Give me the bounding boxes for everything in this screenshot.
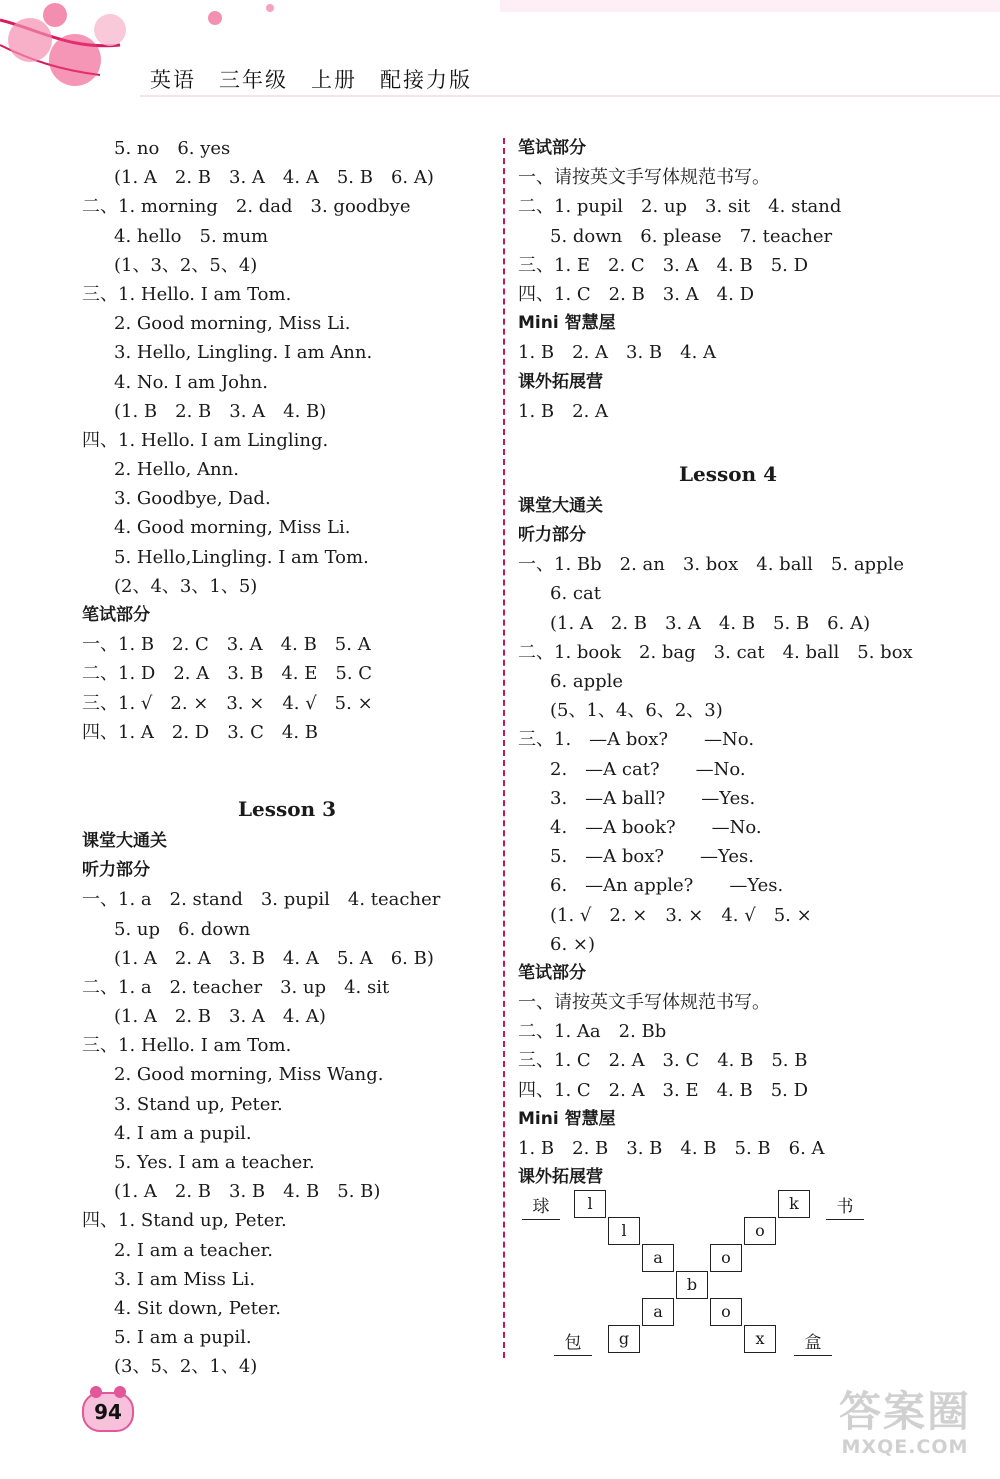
puzzle-cell: b: [676, 1271, 708, 1299]
answer-line: 5. Hello,Lingling. I am Tom.: [114, 546, 369, 568]
answer-line: 3. Stand up, Peter.: [114, 1093, 283, 1115]
answer-line: 4. hello 5. mum: [114, 225, 269, 247]
puzzle-cell: o: [710, 1244, 742, 1272]
answer-line: 4. Sit down, Peter.: [114, 1297, 281, 1319]
answer-line: 四、1. C 2. A 3. E 4. B 5. D: [518, 1079, 809, 1101]
section-heading: 听力部分: [518, 525, 586, 546]
answer-line: (1. A 2. B 3. A 4. A): [114, 1006, 326, 1028]
answer-line: 2. Good morning, Miss Wang.: [114, 1064, 384, 1086]
answer-line: 一、1. Bb 2. an 3. box 4. ball 5. apple: [518, 554, 905, 576]
section-heading: 课堂大通关: [518, 495, 603, 516]
section-heading: 课外拓展营: [518, 1167, 603, 1188]
answer-line: 三、1. Hello. I am Tom.: [82, 1035, 292, 1057]
section-heading: 课堂大通关: [82, 830, 167, 851]
watermark-url: MXQE.COM: [841, 1436, 969, 1458]
answer-line: (1. A 2. B 3. B 4. B 5. B): [114, 1181, 381, 1203]
answer-line: 三、1. E 2. C 3. A 4. B 5. D: [518, 254, 809, 276]
answer-line: 2. Good morning, Miss Li.: [114, 313, 351, 335]
section-heading: Mini 智慧屋: [518, 313, 616, 334]
lesson-title: Lesson 4: [678, 461, 778, 486]
puzzle-cell: g: [608, 1325, 640, 1353]
puzzle-label-box: 盒: [794, 1328, 832, 1356]
answer-line: 一、请按英文手写体规范书写。: [518, 167, 770, 189]
answer-line: 4. I am a pupil.: [114, 1122, 252, 1144]
answer-line: 二、1. D 2. A 3. B 4. E 5. C: [82, 663, 373, 685]
answer-line: (1. A 2. A 3. B 4. A 5. A 6. B): [114, 947, 434, 969]
answer-line: 2. I am a teacher.: [114, 1239, 273, 1261]
answer-line: 二、1. morning 2. dad 3. goodbye: [82, 196, 411, 218]
answer-line: (1. A 2. B 3. A 4. A 5. B 6. A): [114, 167, 434, 189]
answer-line: 三、1. √ 2. × 3. × 4. √ 5. ×: [82, 692, 373, 714]
answer-line: 1. B 2. B 3. B 4. B 5. B 6. A: [518, 1138, 825, 1159]
section-heading: 笔试部分: [82, 605, 150, 625]
section-heading: 笔试部分: [518, 138, 586, 158]
answer-line: 四、1. C 2. B 3. A 4. D: [518, 283, 755, 305]
answer-line: (5、1、4、6、2、3): [550, 700, 723, 722]
answer-line: 1. B 2. A 3. B 4. A: [518, 342, 717, 364]
answer-line: 4. Good morning, Miss Li.: [114, 517, 351, 539]
puzzle-cell: l: [608, 1217, 640, 1245]
puzzle-cell: a: [642, 1244, 674, 1272]
answer-line: 6. —An apple? —Yes.: [550, 875, 784, 897]
lesson-title: Lesson 3: [237, 796, 337, 821]
section-heading: 课外拓展营: [518, 371, 603, 392]
answer-line: (2、4、3、1、5): [114, 575, 258, 597]
answer-line: 二、1. a 2. teacher 3. up 4. sit: [82, 976, 390, 998]
answer-line: 一、1. B 2. C 3. A 4. B 5. A: [82, 634, 371, 656]
answer-line: 二、1. pupil 2. up 3. sit 4. stand: [518, 196, 842, 218]
answer-line: 3. —A ball? —Yes.: [550, 787, 756, 809]
answer-line: 二、1. Aa 2. Bb: [518, 1021, 667, 1043]
answer-line: 3. Hello, Lingling. I am Ann.: [114, 342, 373, 364]
answer-line: 1. B 2. A: [518, 400, 609, 422]
page-number-badge: [82, 1392, 134, 1432]
answer-line: 4. No. I am John.: [114, 371, 268, 393]
answer-line: 6. cat: [550, 583, 601, 605]
answer-line: 5. —A box? —Yes.: [550, 846, 754, 868]
answer-line: (3、5、2、1、4): [114, 1356, 258, 1378]
answer-line: (1、3、2、5、4): [114, 254, 258, 276]
puzzle-cell: x: [744, 1325, 776, 1353]
watermark-text: 答案圈: [838, 1387, 971, 1436]
right-answer-column: [518, 134, 938, 1192]
answer-line: 5. no 6. yes: [114, 138, 231, 159]
answer-line: (1. A 2. B 3. A 4. B 5. B 6. A): [550, 612, 871, 634]
page-number: 94: [94, 1400, 122, 1424]
puzzle-cell: a: [642, 1298, 674, 1326]
answer-line: 一、1. a 2. stand 3. pupil 4. teacher: [82, 889, 441, 911]
puzzle-cell: k: [778, 1190, 810, 1218]
answer-line: 6. ×): [550, 933, 595, 955]
answer-line: 6. apple: [550, 671, 624, 692]
puzzle-label-bag: 包: [554, 1328, 592, 1356]
left-answer-column: [82, 134, 492, 1382]
answer-line: 5. I am a pupil.: [114, 1327, 252, 1349]
answer-line: 一、请按英文手写体规范书写。: [518, 992, 770, 1014]
puzzle-label-ball: 球: [522, 1192, 560, 1220]
answer-line: 2. Hello, Ann.: [114, 459, 239, 481]
section-heading: 听力部分: [82, 860, 150, 881]
header-title: 英语 三年级 上册 配接力版: [150, 68, 472, 92]
answer-line: 3. Goodbye, Dad.: [114, 488, 271, 510]
section-heading: Mini 智慧屋: [518, 1108, 616, 1129]
puzzle-cell: o: [744, 1217, 776, 1245]
answer-line: 5. down 6. please 7. teacher: [550, 225, 833, 247]
answer-line: (1. B 2. B 3. A 4. B): [114, 400, 327, 422]
word-cross-puzzle: [518, 1184, 878, 1360]
answer-line: 四、1. Hello. I am Lingling.: [82, 429, 329, 451]
puzzle-cell: l: [574, 1190, 606, 1218]
answer-line: (1. √ 2. × 3. × 4. √ 5. ×: [550, 904, 812, 926]
answer-line: 4. —A book? —No.: [550, 816, 762, 838]
spacer: [518, 426, 938, 442]
answer-line: 三、1. —A box? —No.: [518, 729, 755, 751]
answer-line: 5. Yes. I am a teacher.: [114, 1152, 315, 1173]
answer-line: 三、1. C 2. A 3. C 4. B 5. B: [518, 1050, 808, 1072]
answer-line: 2. —A cat? —No.: [550, 758, 746, 780]
answer-line: 四、1. Stand up, Peter.: [82, 1210, 287, 1232]
badge-ear-left: [90, 1386, 102, 1398]
answer-line: 3. I am Miss Li.: [114, 1268, 256, 1290]
answer-line: 5. up 6. down: [114, 918, 251, 940]
puzzle-label-book: 书: [826, 1192, 864, 1220]
watermark-logo: [820, 1388, 990, 1468]
answer-line: 二、1. book 2. bag 3. cat 4. ball 5. box: [518, 641, 913, 663]
puzzle-cell: o: [710, 1298, 742, 1326]
section-heading: 笔试部分: [518, 962, 586, 983]
badge-ear-right: [114, 1386, 126, 1398]
spacer: [82, 747, 492, 777]
answer-line: 四、1. A 2. D 3. C 4. B: [82, 721, 319, 743]
answer-line: 三、1. Hello. I am Tom.: [82, 283, 292, 305]
column-divider: [503, 138, 505, 1358]
